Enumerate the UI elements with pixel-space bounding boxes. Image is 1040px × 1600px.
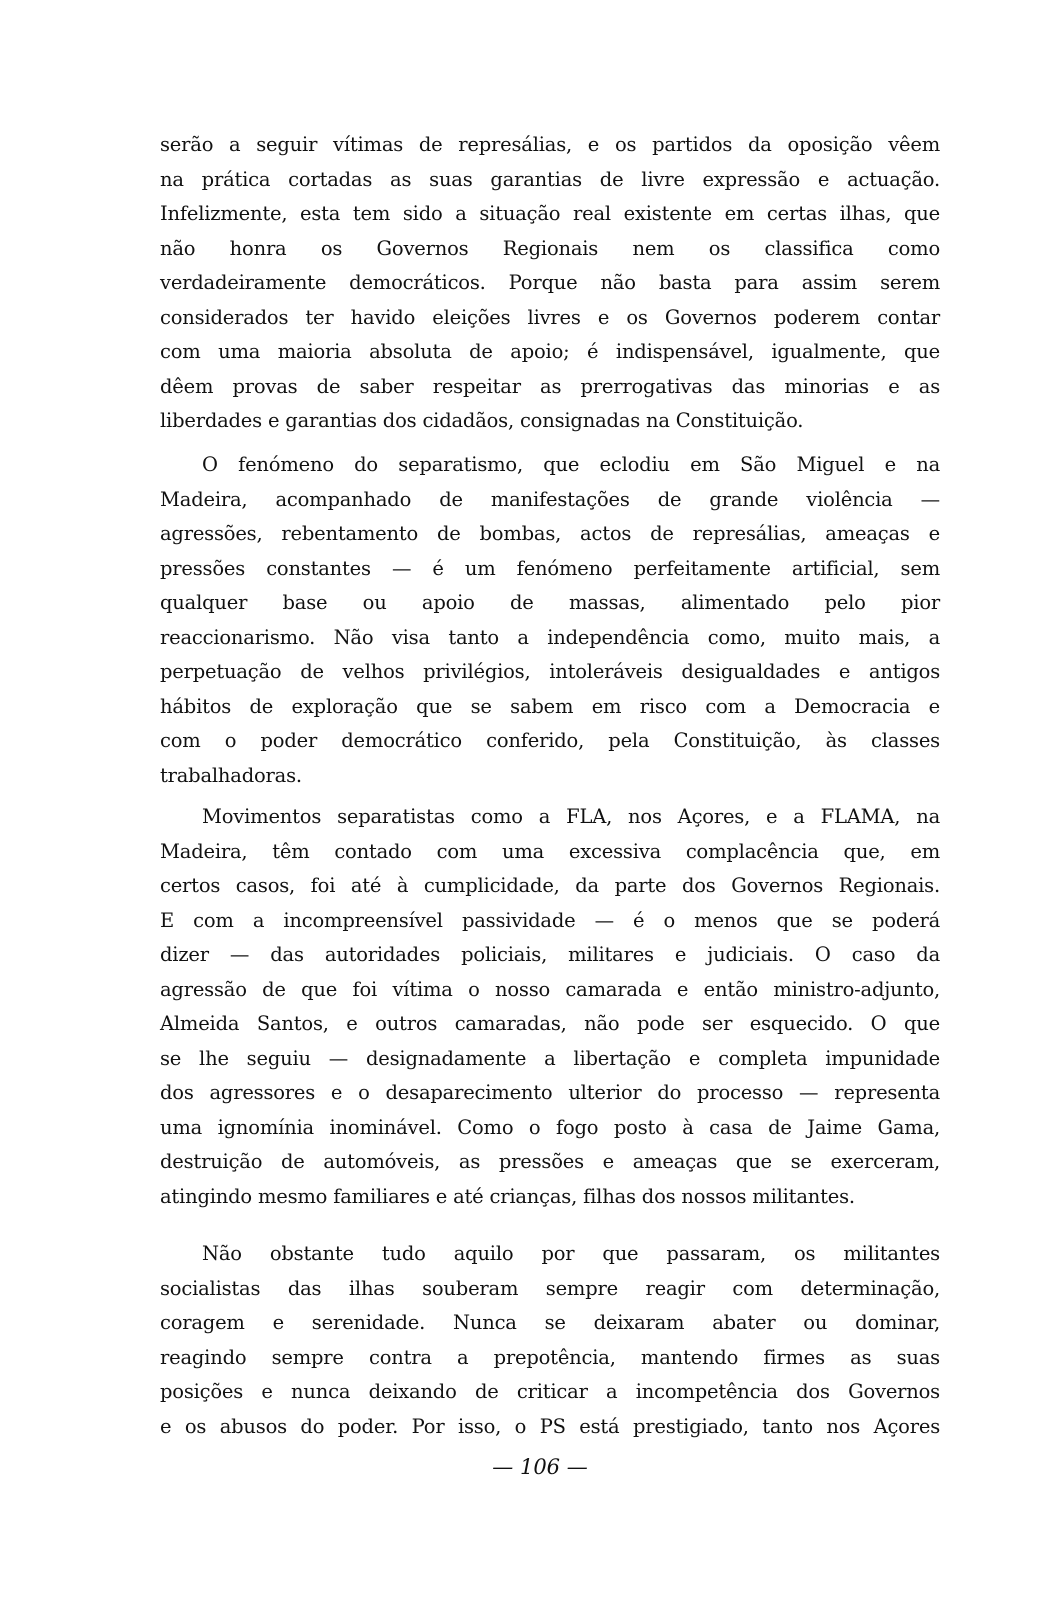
text-line: Almeida Santos, e outros camaradas, não pode ser esquecido. O que <box>160 1012 940 1035</box>
text-line: certos casos, foi até à cumplicidade, da parte dos Governos Regionais. <box>160 874 940 897</box>
text-line: com uma maioria absoluta de apoio; é indispensável, igualmente, que <box>160 340 940 363</box>
text-line: dizer — das autoridades policiais, militares e judiciais. O caso da <box>160 943 940 966</box>
text-line: trabalhadoras. <box>160 763 302 787</box>
text-line: O fenómeno do separatismo, que eclodiu em São Miguel e na <box>202 453 940 476</box>
text-line: pressões constantes — é um fenómeno perfeitamente artificial, sem <box>160 556 940 580</box>
paragraph-4 <box>160 1237 940 1444</box>
text-line: destruição de automóveis, as pressões e ameaças que se exerceram, <box>160 1150 940 1173</box>
text-line: reaccionarismo. Não visa tanto a independência como, muito mais, a <box>160 625 940 649</box>
text-line: hábitos de exploração que se sabem em risco com a Democracia e <box>160 694 940 718</box>
text-line: considerados ter havido eleições livres e os Governos poderem contar <box>160 305 940 329</box>
text-line: agressão de que foi vítima o nosso camarada e então ministro-adjunto, <box>160 977 940 1001</box>
text-line: coragem e serenidade. Nunca se deixaram abater ou dominar, <box>160 1311 940 1334</box>
paragraph-1 <box>160 128 940 439</box>
page-number: — 106 — <box>492 1455 588 1479</box>
text-line: verdadeiramente democráticos. Porque não basta para assim serem <box>160 271 940 294</box>
text-line: liberdades e garantias dos cidadãos, consignadas na Constituição. <box>160 409 804 432</box>
text-line: dêem provas de saber respeitar as prerrogativas das minorias e as <box>160 374 940 398</box>
text-line: na prática cortadas as suas garantias de livre expressão e actuação. <box>160 167 940 191</box>
text-line: qualquer base ou apoio de massas, alimentado pelo pior <box>160 591 940 614</box>
text-line: E com a incompreensível passividade — é o menos que se poderá <box>160 908 940 932</box>
text-line: se lhe seguiu — designadamente a libertação e completa impunidade <box>160 1046 940 1070</box>
text-line: não honra os Governos Regionais nem os classifica como <box>160 236 940 260</box>
text-line: agressões, rebentamento de bombas, actos de represálias, ameaças e <box>160 522 940 545</box>
text-line: uma ignomínia inominável. Como o fogo posto à casa de Jaime Gama, <box>160 1115 940 1139</box>
text-line: Madeira, têm contado com uma excessiva complacência que, em <box>160 839 940 863</box>
text-line: com o poder democrático conferido, pela Constituição, às classes <box>160 729 940 752</box>
paragraph-2 <box>160 448 940 793</box>
paragraph-3 <box>160 800 940 1214</box>
text-line: socialistas das ilhas souberam sempre reagir com determinação, <box>160 1276 940 1300</box>
text-line: perpetuação de velhos privilégios, intoleráveis desigualdades e antigos <box>160 660 940 683</box>
text-line: reagindo sempre contra a prepotência, mantendo firmes as suas <box>160 1345 940 1369</box>
text-line: Não obstante tudo aquilo por que passaram, os militantes <box>202 1242 940 1265</box>
text-line: serão a seguir vítimas de represálias, e os partidos da oposição vêem <box>160 133 940 156</box>
text-line: atingindo mesmo familiares e até crianças, filhas dos nossos militantes. <box>160 1184 855 1208</box>
text-line: Infelizmente, esta tem sido a situação real existente em certas ilhas, que <box>160 202 940 225</box>
text-line: posições e nunca deixando de criticar a incompetência dos Governos <box>160 1380 940 1403</box>
text-line: dos agressores e o desaparecimento ulterior do processo — representa <box>160 1081 940 1104</box>
text-line: Movimentos separatistas como a FLA, nos Açores, e a FLAMA, na <box>202 805 940 828</box>
text-line: Madeira, acompanhado de manifestações de grande violência — <box>160 487 940 511</box>
text-line: e os abusos do poder. Por isso, o PS está prestigiado, tanto nos Açores <box>160 1414 940 1438</box>
